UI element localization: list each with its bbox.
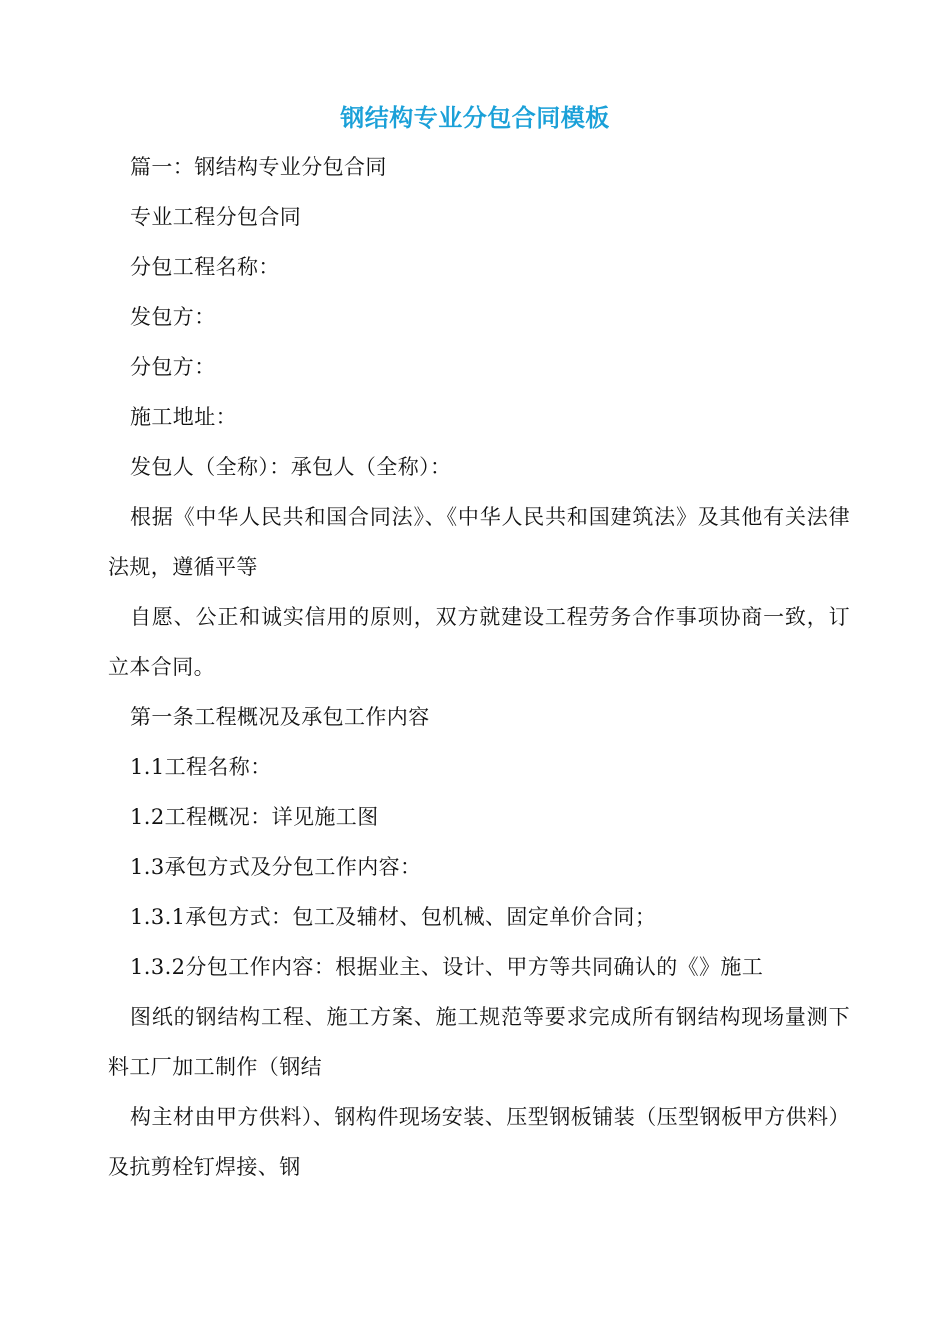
paragraph-employer: 发包方： [130,305,216,329]
paragraph-clause-1-1: 1.1工程名称： [130,755,272,779]
paragraph-clause-1-3-1: 1.3.1承包方式：包工及辅材、包机械、固定单价合同； [130,905,657,929]
paragraph-parties: 发包人（全称）：承包人（全称）： [130,455,452,479]
paragraph-project-name: 分包工程名称： [130,255,280,279]
paragraph-contract-type: 专业工程分包合同 [130,205,302,229]
paragraph-chapter-heading: 篇一：钢结构专业分包合同 [130,155,387,179]
paragraph-scope-materials: 构主材由甲方供料）、钢构件现场安装、压型钢板铺装（压型钢板甲方供料）及抗剪栓钉焊接、钢 [108,1105,850,1179]
paragraph-site-address: 施工地址： [130,405,237,429]
paragraph-clause-1-3-2: 1.3.2分包工作内容：根据业主、设计、甲方等共同确认的《》施工 [130,955,764,979]
paragraph-clause-1-2: 1.2工程概况：详见施工图 [130,805,379,829]
document-body [108,142,850,1192]
document-title: 钢结构专业分包合同模板 [340,104,610,132]
paragraph-principles: 自愿、公正和诚实信用的原则，双方就建设工程劳务合作事项协商一致，订立本合同。 [108,605,850,679]
paragraph-legal-basis: 根据《中华人民共和国合同法》、《中华人民共和国建筑法》及其他有关法律法规，遵循平等 [108,505,850,579]
paragraph-subcontractor: 分包方： [130,355,216,379]
paragraph-clause-1-3: 1.3承包方式及分包工作内容： [130,855,422,879]
paragraph-article-one: 第一条工程概况及承包工作内容 [130,705,430,729]
paragraph-scope-drawings: 图纸的钢结构工程、施工方案、施工规范等要求完成所有钢结构现场量测下料工厂加工制作（钢结 [108,1005,850,1079]
